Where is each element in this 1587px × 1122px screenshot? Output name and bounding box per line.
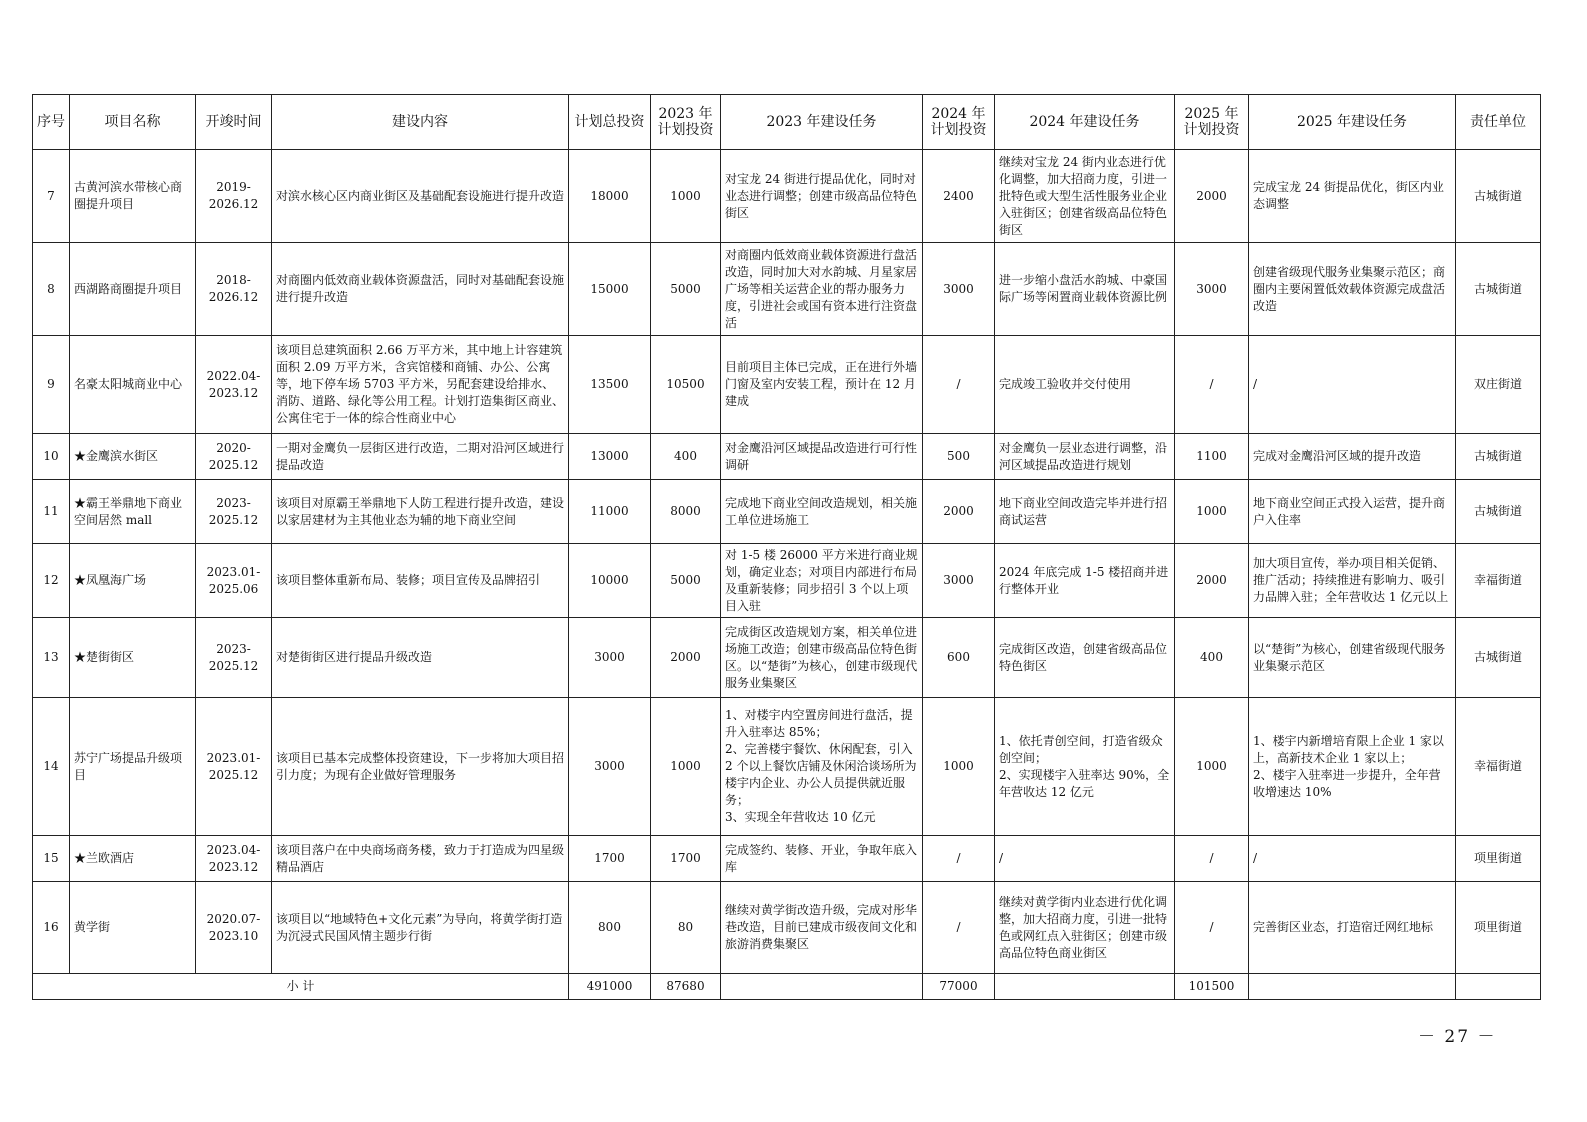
cell-inv2023: 1000 [651, 150, 721, 243]
cell-name: 黄学街 [70, 882, 196, 974]
cell-task2025: / [1249, 836, 1456, 882]
cell-task2024: 地下商业空间改造完毕并进行招商试运营 [995, 480, 1175, 544]
cell-period: 2019-2026.12 [196, 150, 272, 243]
subtotal-task2023-empty [721, 974, 923, 1000]
col-header-task2024: 2024 年建设任务 [995, 95, 1175, 150]
subtotal-label: 小 计 [33, 974, 569, 1000]
cell-task2025: 1、楼宇内新增培育限上企业 1 家以上，高新技术企业 1 家以上； 2、楼宇入驻率进一步提升，全年营收增速达 10% [1249, 698, 1456, 836]
cell-unit: 双庄街道 [1456, 336, 1541, 434]
subtotal-inv2024: 77000 [923, 974, 995, 1000]
cell-name: ★霸王举鼎地下商业空间居然 mall [70, 480, 196, 544]
cell-task2023: 目前项目主体已完成，正在进行外墙门窗及室内安装工程，预计在 12 月建成 [721, 336, 923, 434]
cell-period: 2023-2025.12 [196, 480, 272, 544]
cell-inv2025: 1100 [1175, 434, 1249, 480]
table-row [33, 836, 1541, 882]
cell-inv2024: 2000 [923, 480, 995, 544]
cell-inv2023: 5000 [651, 544, 721, 618]
cell-inv2023: 5000 [651, 243, 721, 336]
cell-period: 2023-2025.12 [196, 618, 272, 698]
cell-content: 该项目整体重新布局、装修；项目宣传及品牌招引 [272, 544, 569, 618]
cell-inv2024: 500 [923, 434, 995, 480]
col-header-total: 计划总投资 [569, 95, 651, 150]
table-row [33, 698, 1541, 836]
cell-content: 该项目总建筑面积 2.66 万平方米，其中地上计容建筑面积 2.09 万平方米，含宾馆楼和商铺、办公、公寓等，地下停车场 5703 平方米，另配套建设给排水、消防、道路、绿化等公用工程。计划打造集街区商业、公寓住宅于一体的综合性商业中心 [272, 336, 569, 434]
cell-task2025: 加大项目宣传，举办项目相关促销、推广活动；持续推进有影响力、吸引力品牌入驻；全年营收达 1 亿元以上 [1249, 544, 1456, 618]
cell-name: ★楚街街区 [70, 618, 196, 698]
table-row [33, 544, 1541, 618]
cell-period: 2023.01-2025.06 [196, 544, 272, 618]
cell-inv2024: / [923, 882, 995, 974]
cell-total: 13500 [569, 336, 651, 434]
cell-task2025: 以“楚街”为核心，创建省级现代服务业集聚示范区 [1249, 618, 1456, 698]
cell-inv2025: 1000 [1175, 698, 1249, 836]
cell-period: 2020-2025.12 [196, 434, 272, 480]
table-row [33, 243, 1541, 336]
cell-task2025: 完成对金鹰沿河区域的提升改造 [1249, 434, 1456, 480]
cell-name: ★兰欧酒店 [70, 836, 196, 882]
cell-content: 该项目以“地域特色+文化元素”为导向，将黄学街打造为沉浸式民国风情主题步行街 [272, 882, 569, 974]
cell-inv2023: 2000 [651, 618, 721, 698]
cell-content: 对滨水核心区内商业街区及基础配套设施进行提升改造 [272, 150, 569, 243]
cell-total: 800 [569, 882, 651, 974]
subtotal-inv2025: 101500 [1175, 974, 1249, 1000]
cell-total: 18000 [569, 150, 651, 243]
cell-name: 古黄河滨水带核心商圈提升项目 [70, 150, 196, 243]
cell-inv2024: 3000 [923, 243, 995, 336]
project-table-sheet [32, 94, 1540, 1000]
subtotal-task2025-empty [1249, 974, 1456, 1000]
project-table [32, 94, 1541, 1000]
col-header-inv2025: 2025 年计划投资 [1175, 95, 1249, 150]
col-header-unit: 责任单位 [1456, 95, 1541, 150]
table-row [33, 882, 1541, 974]
col-header-name: 项目名称 [70, 95, 196, 150]
cell-inv2023: 8000 [651, 480, 721, 544]
cell-unit: 幸福街道 [1456, 698, 1541, 836]
cell-task2023: 对商圈内低效商业载体资源进行盘活改造，同时加大对水韵城、月星家居广场等相关运营企业的帮办服务力度，引进社会或国有资本进行注资盘活 [721, 243, 923, 336]
cell-name: ★金鹰滨水街区 [70, 434, 196, 480]
col-header-inv2024: 2024 年计划投资 [923, 95, 995, 150]
cell-total: 3000 [569, 698, 651, 836]
cell-total: 11000 [569, 480, 651, 544]
cell-inv2025: 1000 [1175, 480, 1249, 544]
cell-unit: 古城街道 [1456, 150, 1541, 243]
table-row [33, 480, 1541, 544]
col-header-no: 序号 [33, 95, 70, 150]
cell-task2023: 对宝龙 24 街进行提品优化，同时对业态进行调整；创建市级高品位特色街区 [721, 150, 923, 243]
subtotal-unit-empty [1456, 974, 1541, 1000]
cell-task2023: 继续对黄学街改造升级，完成对彤华巷改造，目前已建成市级夜间文化和旅游消费集聚区 [721, 882, 923, 974]
table-row [33, 434, 1541, 480]
cell-task2023: 对 1-5 楼 26000 平方米进行商业规划，确定业态；对项目内部进行布局及重新装修；同步招引 3 个以上项目入驻 [721, 544, 923, 618]
cell-total: 1700 [569, 836, 651, 882]
subtotal-total: 491000 [569, 974, 651, 1000]
cell-name: ★凤凰海广场 [70, 544, 196, 618]
cell-no: 15 [33, 836, 70, 882]
cell-inv2025: 3000 [1175, 243, 1249, 336]
cell-task2025: 完善街区业态，打造宿迁网红地标 [1249, 882, 1456, 974]
cell-task2025: 创建省级现代服务业集聚示范区；商圈内主要闲置低效载体资源完成盘活改造 [1249, 243, 1456, 336]
col-header-task2023: 2023 年建设任务 [721, 95, 923, 150]
cell-inv2025: / [1175, 836, 1249, 882]
col-header-content: 建设内容 [272, 95, 569, 150]
cell-inv2024: 2400 [923, 150, 995, 243]
cell-unit: 项里街道 [1456, 836, 1541, 882]
cell-task2024: 2024 年底完成 1-5 楼招商并进行整体开业 [995, 544, 1175, 618]
cell-name: 苏宁广场提品升级项目 [70, 698, 196, 836]
cell-task2024: 对金鹰负一层业态进行调整，沿河区域提品改造进行规划 [995, 434, 1175, 480]
cell-no: 16 [33, 882, 70, 974]
cell-inv2023: 400 [651, 434, 721, 480]
cell-period: 2023.04-2023.12 [196, 836, 272, 882]
cell-content: 对楚街街区进行提品升级改造 [272, 618, 569, 698]
cell-unit: 古城街道 [1456, 618, 1541, 698]
cell-no: 10 [33, 434, 70, 480]
cell-inv2024: / [923, 336, 995, 434]
table-row [33, 150, 1541, 243]
table-row [33, 618, 1541, 698]
cell-inv2024: 600 [923, 618, 995, 698]
header-row [33, 95, 1541, 150]
cell-no: 13 [33, 618, 70, 698]
cell-unit: 项里街道 [1456, 882, 1541, 974]
cell-no: 11 [33, 480, 70, 544]
cell-task2024: 完成街区改造，创建省级高品位特色街区 [995, 618, 1175, 698]
cell-task2024: 继续对宝龙 24 街内业态进行优化调整，加大招商力度，引进一批特色或大型生活性服务业企业入驻街区；创建省级高品位特色街区 [995, 150, 1175, 243]
cell-inv2025: 400 [1175, 618, 1249, 698]
cell-inv2025: 2000 [1175, 150, 1249, 243]
cell-task2023: 完成街区改造规划方案，相关单位进场施工改造；创建市级高品位特色街区。以“楚街”为核心，创建市级现代服务业集聚区 [721, 618, 923, 698]
subtotal-task2024-empty [995, 974, 1175, 1000]
cell-period: 2022.04-2023.12 [196, 336, 272, 434]
cell-content: 对商圈内低效商业载体资源盘活，同时对基础配套设施进行提升改造 [272, 243, 569, 336]
cell-no: 14 [33, 698, 70, 836]
cell-total: 10000 [569, 544, 651, 618]
subtotal-inv2023: 87680 [651, 974, 721, 1000]
cell-total: 13000 [569, 434, 651, 480]
cell-name: 名豪太阳城商业中心 [70, 336, 196, 434]
cell-task2024: 继续对黄学街内业态进行优化调整，加大招商力度，引进一批特色或网红点入驻街区；创建市级高品位特色商业街区 [995, 882, 1175, 974]
cell-inv2024: / [923, 836, 995, 882]
subtotal-row [33, 974, 1541, 1000]
cell-unit: 古城街道 [1456, 434, 1541, 480]
cell-task2023: 1、对楼宇内空置房间进行盘活，提升入驻率达 85%； 2、完善楼宇餐饮、休闲配套，引入 2 个以上餐饮店铺及休闲洽谈场所为楼宇内企业、办公人员提供就近服务； 3、实现全年营收达 10 亿元 [721, 698, 923, 836]
table-body [33, 150, 1541, 974]
cell-task2023: 完成地下商业空间改造规划，相关施工单位进场施工 [721, 480, 923, 544]
cell-no: 12 [33, 544, 70, 618]
cell-name: 西湖路商圈提升项目 [70, 243, 196, 336]
cell-no: 9 [33, 336, 70, 434]
cell-content: 该项目落户在中央商场商务楼，致力于打造成为四星级精品酒店 [272, 836, 569, 882]
cell-no: 8 [33, 243, 70, 336]
cell-unit: 古城街道 [1456, 243, 1541, 336]
cell-unit: 幸福街道 [1456, 544, 1541, 618]
col-header-task2025: 2025 年建设任务 [1249, 95, 1456, 150]
cell-task2025: / [1249, 336, 1456, 434]
cell-period: 2020.07-2023.10 [196, 882, 272, 974]
cell-total: 15000 [569, 243, 651, 336]
cell-task2023: 完成签约、装修、开业，争取年底入库 [721, 836, 923, 882]
cell-period: 2018-2026.12 [196, 243, 272, 336]
col-header-inv2023: 2023 年计划投资 [651, 95, 721, 150]
cell-inv2023: 1000 [651, 698, 721, 836]
cell-inv2025: / [1175, 336, 1249, 434]
cell-inv2025: / [1175, 882, 1249, 974]
cell-task2023: 对金鹰沿河区域提品改造进行可行性调研 [721, 434, 923, 480]
col-header-period: 开竣时间 [196, 95, 272, 150]
cell-inv2023: 1700 [651, 836, 721, 882]
cell-content: 一期对金鹰负一层街区进行改造，二期对沿河区域进行提品改造 [272, 434, 569, 480]
cell-total: 3000 [569, 618, 651, 698]
cell-inv2023: 10500 [651, 336, 721, 434]
table-row [33, 336, 1541, 434]
cell-task2024: 1、依托青创空间，打造省级众创空间； 2、实现楼宇入驻率达 90%，全年营收达 12 亿元 [995, 698, 1175, 836]
page-number: － 27 － [1418, 1027, 1497, 1047]
cell-unit: 古城街道 [1456, 480, 1541, 544]
cell-inv2024: 3000 [923, 544, 995, 618]
cell-inv2023: 80 [651, 882, 721, 974]
cell-inv2024: 1000 [923, 698, 995, 836]
cell-task2024: 进一步缩小盘活水韵城、中豪国际广场等闲置商业载体资源比例 [995, 243, 1175, 336]
cell-task2025: 地下商业空间正式投入运营，提升商户入住率 [1249, 480, 1456, 544]
cell-period: 2023.01-2025.12 [196, 698, 272, 836]
cell-content: 该项目已基本完成整体投资建设，下一步将加大项目招引力度；为现有企业做好管理服务 [272, 698, 569, 836]
cell-inv2025: 2000 [1175, 544, 1249, 618]
cell-task2025: 完成宝龙 24 街提品优化，街区内业态调整 [1249, 150, 1456, 243]
cell-content: 该项目对原霸王举鼎地下人防工程进行提升改造，建设以家居建材为主其他业态为辅的地下商业空间 [272, 480, 569, 544]
cell-task2024: 完成竣工验收并交付使用 [995, 336, 1175, 434]
cell-task2024: / [995, 836, 1175, 882]
cell-no: 7 [33, 150, 70, 243]
